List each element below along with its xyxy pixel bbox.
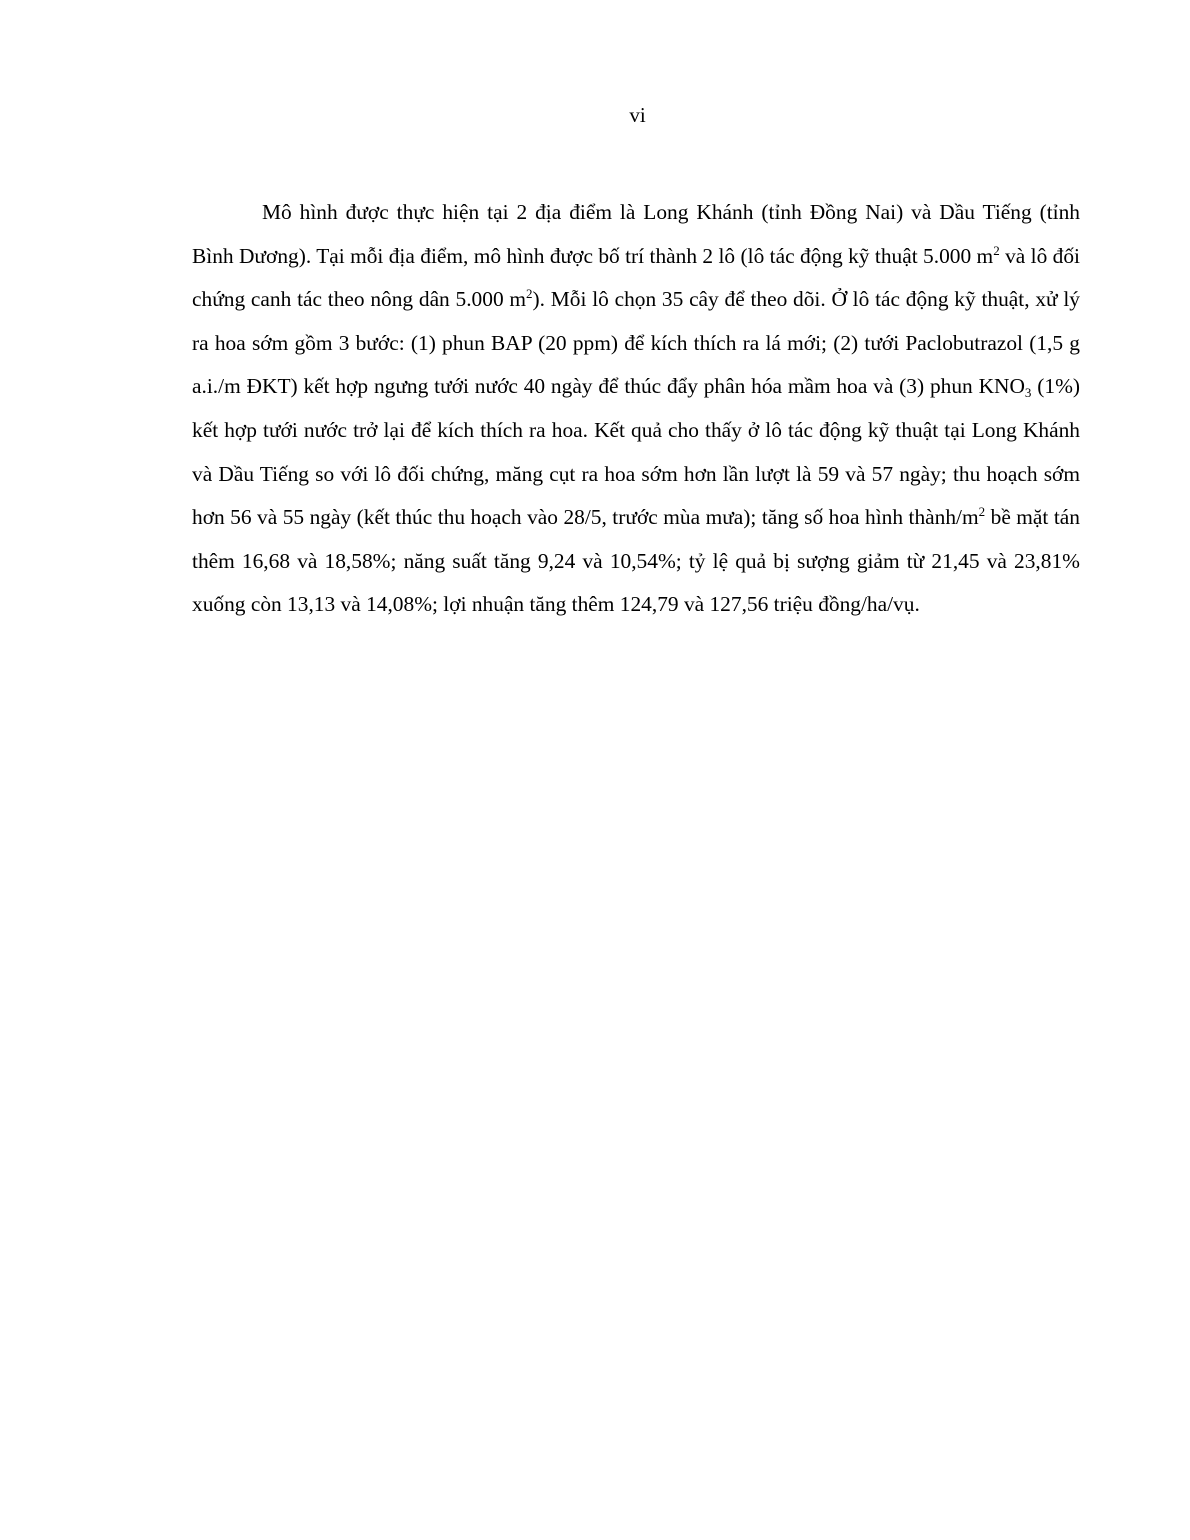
text-segment: bề mặt tán thêm 16,68 và 18,58%; năng suất tăng 9,24 và 10,54%; tỷ lệ quả bị sượng giảm từ 21,45 và 23,81% xuống còn 13,13 và 14,08%; lợi nhuận tăng thêm 124,79 và 127,56 triệu đồng/ha/vụ. bbox=[192, 505, 1080, 617]
subscript-three: 3 bbox=[1024, 385, 1032, 401]
text-segment: Mô hình được thực hiện tại 2 địa điểm là Long Khánh (tỉnh Đồng Nai) và Dầu Tiếng (tỉnh Bình Dương). Tại mỗi địa điểm, mô hình được bố trí thành 2 lô (lô tác động kỹ thuật 5.000 m bbox=[192, 200, 1080, 268]
superscript-square: 2 bbox=[526, 286, 533, 302]
superscript-square: 2 bbox=[978, 504, 986, 520]
text-segment: và lô đối chứng canh tác theo nông dân 5.000 m bbox=[192, 243, 1080, 312]
body-paragraph bbox=[192, 191, 1080, 627]
superscript-square: 2 bbox=[993, 242, 1000, 258]
text-segment: (1%) kết hợp tưới nước trở lại để kích thích ra hoa. Kết quả cho thấy ở lô tác động kỹ thuật tại Long Khánh và Dầu Tiếng so với lô đối chứng, măng cụt ra hoa sớm hơn lần lượt là 59 và 57 ngày; thu hoạch sớm hơn 56 và 55 ngày (kết thúc thu hoạch vào 28/5, trước mùa mưa); tăng số hoa hình thành/m bbox=[192, 374, 1081, 530]
text-segment: ). Mỗi lô chọn 35 cây để theo dõi. Ở lô tác động kỹ thuật, xử lý ra hoa sớm gồm 3 bước: (1) phun BAP (20 ppm) để kích thích ra lá mới; (2) tưới Paclobutrazol (1,5 g a.i./m ĐKT) kết hợp ngưng tưới nước 40 ngày để thúc đẩy phân hóa mầm hoa và (3) phun KNO bbox=[192, 287, 1080, 399]
page-number: vi bbox=[629, 103, 646, 127]
